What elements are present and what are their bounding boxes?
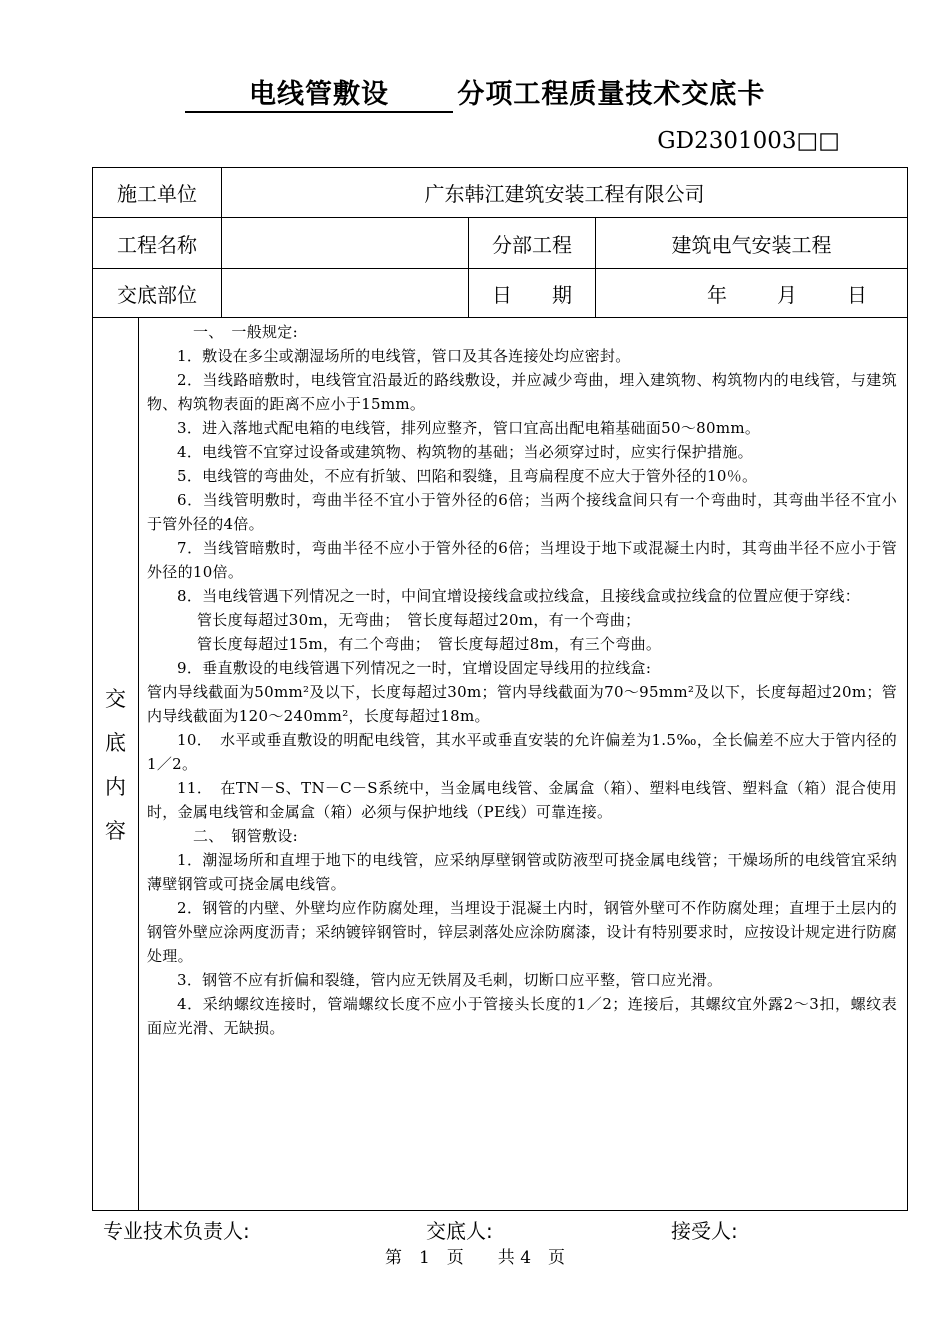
content-paragraph: 8．当电线管遇下列情况之一时，中间宜增设接线盒或拉线盒，且接线盒或拉线盒的位置应便于穿线： <box>177 587 861 605</box>
side-char: 内 <box>105 775 126 799</box>
title-blank-value: 电线管敷设 <box>185 72 454 113</box>
side-char: 容 <box>105 819 126 843</box>
content-paragraph: 3．进入落地式配电箱的电线管，排列应整齐，管口宜高出配电箱基础面50～80mm。 <box>177 419 761 437</box>
signature-footer <box>0 1215 950 1245</box>
content-paragraph: 11． 在TN－S、TN－C－S系统中，当金属电线管、金属盒（箱）、塑料电线管、塑料盒（箱）混合使用时，金属电线管和金属盒（箱）必须与保护地线（PE线）可靠连接。 <box>147 779 898 821</box>
row-project-name <box>93 218 908 269</box>
date-label: 日 期 <box>469 269 596 318</box>
section-heading: 二、 钢管敷设: <box>193 827 298 845</box>
content-paragraph: 3．钢管不应有折偏和裂缝，管内应无铁屑及毛刺，切断口应平整，管口应光滑。 <box>177 971 723 989</box>
row-disclosure-part <box>93 269 908 318</box>
date-day: 日 <box>847 282 868 307</box>
side-char: 交 <box>105 687 126 711</box>
row-construction-unit <box>93 168 908 218</box>
title-suffix: 分项工程质量技术交底卡 <box>457 79 766 110</box>
unit-label: 施工单位 <box>93 168 222 218</box>
receiver-label: 接受人: <box>671 1219 738 1243</box>
part-value <box>222 269 469 318</box>
presenter-label: 交底人: <box>426 1219 493 1243</box>
content-paragraph: 7．当线管暗敷时，弯曲半径不应小于管外径的6倍；当埋设于地下或混凝土内时，其弯曲半径不应小于管外径的10倍。 <box>147 539 898 581</box>
content-paragraph: 4．电线管不宜穿过设备或建筑物、构筑物的基础；当必须穿过时，应实行保护措施。 <box>177 443 753 461</box>
content-paragraph: 1．潮湿场所和直埋于地下的电线管，应采纳厚壁钢管或防液型可挠金属电线管；干燥场所的电线管宜采纳薄壁钢管或可挠金属电线管。 <box>147 851 898 893</box>
content-paragraph: 10． 水平或垂直敷设的明配电线管，其水平或垂直安装的允许偏差为1.5‰，全长偏差不应大于管内径的1／2。 <box>147 731 898 773</box>
row-content <box>93 318 908 1211</box>
content-paragraph: 1．敷设在多尘或潮湿场所的电线管，管口及其各连接处均应密封。 <box>177 347 631 365</box>
unit-value: 广东韩江建筑安装工程有限公司 <box>222 168 908 218</box>
content-side-label <box>93 318 139 1211</box>
content-paragraph: 管长度每超过15m，有二个弯曲； 管长度每超过8m，有三个弯曲。 <box>197 635 662 653</box>
content-paragraph: 6．当线管明敷时，弯曲半径不宜小于管外径的6倍；当两个接线盒间只有一个弯曲时，其弯曲半径不宜小于管外径的4倍。 <box>147 491 898 533</box>
date-year: 年 <box>707 282 728 307</box>
content-paragraph: 9．垂直敷设的电线管遇下列情况之一时，宜增设固定导线用的拉线盒: <box>177 659 652 677</box>
content-paragraph: 5．电线管的弯曲处，不应有折皱、凹陷和裂缝，且弯扁程度不应大于管外径的10％。 <box>177 467 758 485</box>
side-char: 底 <box>105 731 126 755</box>
disclosure-content <box>139 318 908 1211</box>
date-month: 月 <box>777 282 798 307</box>
document-code: GD2301003□□ <box>657 128 840 154</box>
page-number: 第 1 页 共 4 页 <box>384 1248 566 1268</box>
project-value <box>222 218 469 269</box>
division-label: 分部工程 <box>469 218 596 269</box>
tech-lead-label: 专业技术负责人: <box>103 1219 250 1243</box>
disclosure-card-table <box>92 167 908 1211</box>
section-heading: 一、 一般规定: <box>193 323 298 341</box>
content-paragraph: 管内导线截面为50mm²及以下，长度每超过30m；管内导线截面为70～95mm²及以下，长度每超过20m；管内导线截面为120～240mm²，长度每超过18m。 <box>147 683 898 725</box>
part-label: 交底部位 <box>93 269 222 318</box>
content-paragraph: 2．当线路暗敷时，电线管宜沿最近的路线敷设，并应减少弯曲，埋入建筑物、构筑物内的电线管，与建筑物、构筑物表面的距离不应小于15mm。 <box>147 371 898 413</box>
content-paragraph: 管长度每超过30m，无弯曲； 管长度每超过20m，有一个弯曲； <box>197 611 641 629</box>
division-value: 建筑电气安装工程 <box>596 218 908 269</box>
document-title <box>0 72 950 113</box>
project-label: 工程名称 <box>93 218 222 269</box>
content-paragraph: 4．采纳螺纹连接时，管端螺纹长度不应小于管接头长度的1／2；连接后，其螺纹宜外露2～3扣，螺纹表面应光滑、无缺损。 <box>147 995 898 1037</box>
content-paragraph: 2．钢管的内壁、外壁均应作防腐处理，当埋设于混凝土内时，钢管外壁可不作防腐处理；直埋于土层内的钢管外壁应涂两度沥青；采纳镀锌钢管时，锌层剥落处应涂防腐漆，设计有特别要求时，应按设计规定进行防腐处理。 <box>147 899 898 965</box>
date-value <box>596 269 908 318</box>
